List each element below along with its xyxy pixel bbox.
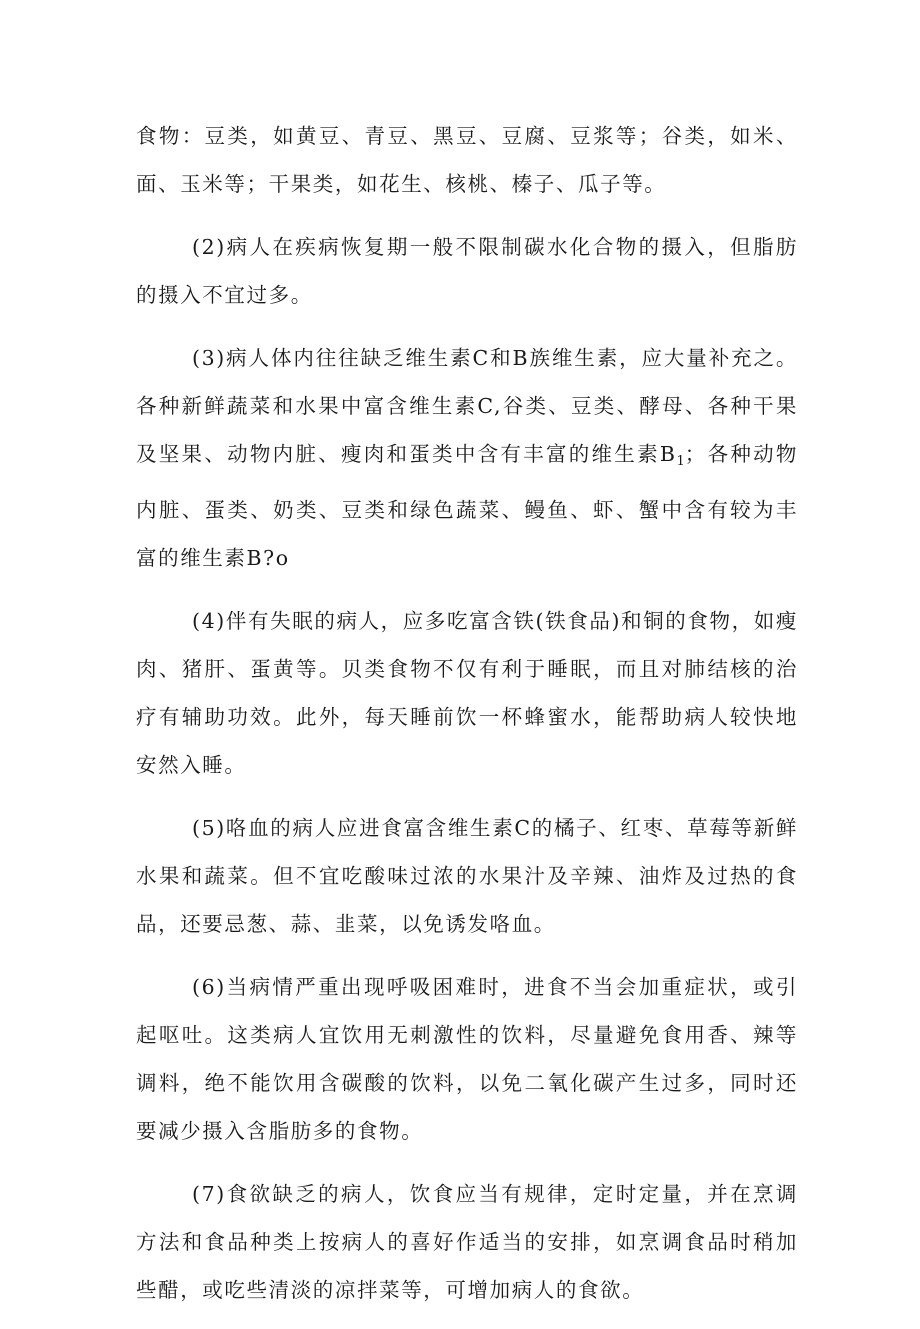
paragraph-item-2: (2)病人在疾病恢复期一般不限制碳水化合物的摄入，但脂肪的摄入不宜过多。: [136, 235, 798, 307]
paragraph-item-3-text-before: (3)病人体内往往缺乏维生素C和B族维生素，应大量补充之。各种新鲜蔬菜和水果中富含维生素C,谷类、豆类、酵母、各种干果及坚果、动物内脏、瘦肉和蛋类中含有丰富的维生素B: [136, 346, 798, 466]
document-body: [136, 112, 798, 1329]
paragraph-item-5: (5)咯血的病人应进食富含维生素C的橘子、红枣、草莓等新鲜水果和蔬菜。但不宜吃酸味过浓的水果汁及辛辣、油炸及过热的食品，还要忌葱、蒜、韭菜，以免诱发咯血。: [136, 816, 798, 936]
paragraph-item-7: (7)食欲缺乏的病人，饮食应当有规律，定时定量，并在烹调方法和食品种类上按病人的喜好作适当的安排，如烹调食品时稍加些醋，或吃些清淡的凉拌菜等，可增加病人的食欲。: [136, 1182, 798, 1302]
paragraph-food-sources: 食物：豆类，如黄豆、青豆、黑豆、豆腐、豆浆等；谷类，如米、面、玉米等；干果类，如花生、核桃、榛子、瓜子等。: [136, 124, 798, 196]
subscript-1: 1: [676, 454, 685, 469]
paragraph-item-4: (4)伴有失眠的病人，应多吃富含铁(铁食品)和铜的食物，如瘦肉、猪肝、蛋黄等。贝类食物不仅有利于睡眠，而且对肺结核的治疗有辅助功效。此外，每天睡前饮一杯蜂蜜水，能帮助病人较快地安然入睡。: [136, 609, 798, 777]
paragraph-item-3-text-after: ；各种动物内脏、蛋类、奶类、豆类和绿色蔬菜、鳗鱼、虾、蟹中含有较为丰富的维生素B?o: [136, 442, 799, 570]
paragraph-item-6: (6)当病情严重出现呼吸困难时，进食不当会加重症状，或引起呕吐。这类病人宜饮用无刺激性的饮料，尽量避免食用香、辣等调料，绝不能饮用含碳酸的饮料，以免二氧化碳产生过多，同时还要减少摄入含脂肪多的食物。: [136, 975, 798, 1143]
paragraph-item-3: [136, 334, 798, 582]
